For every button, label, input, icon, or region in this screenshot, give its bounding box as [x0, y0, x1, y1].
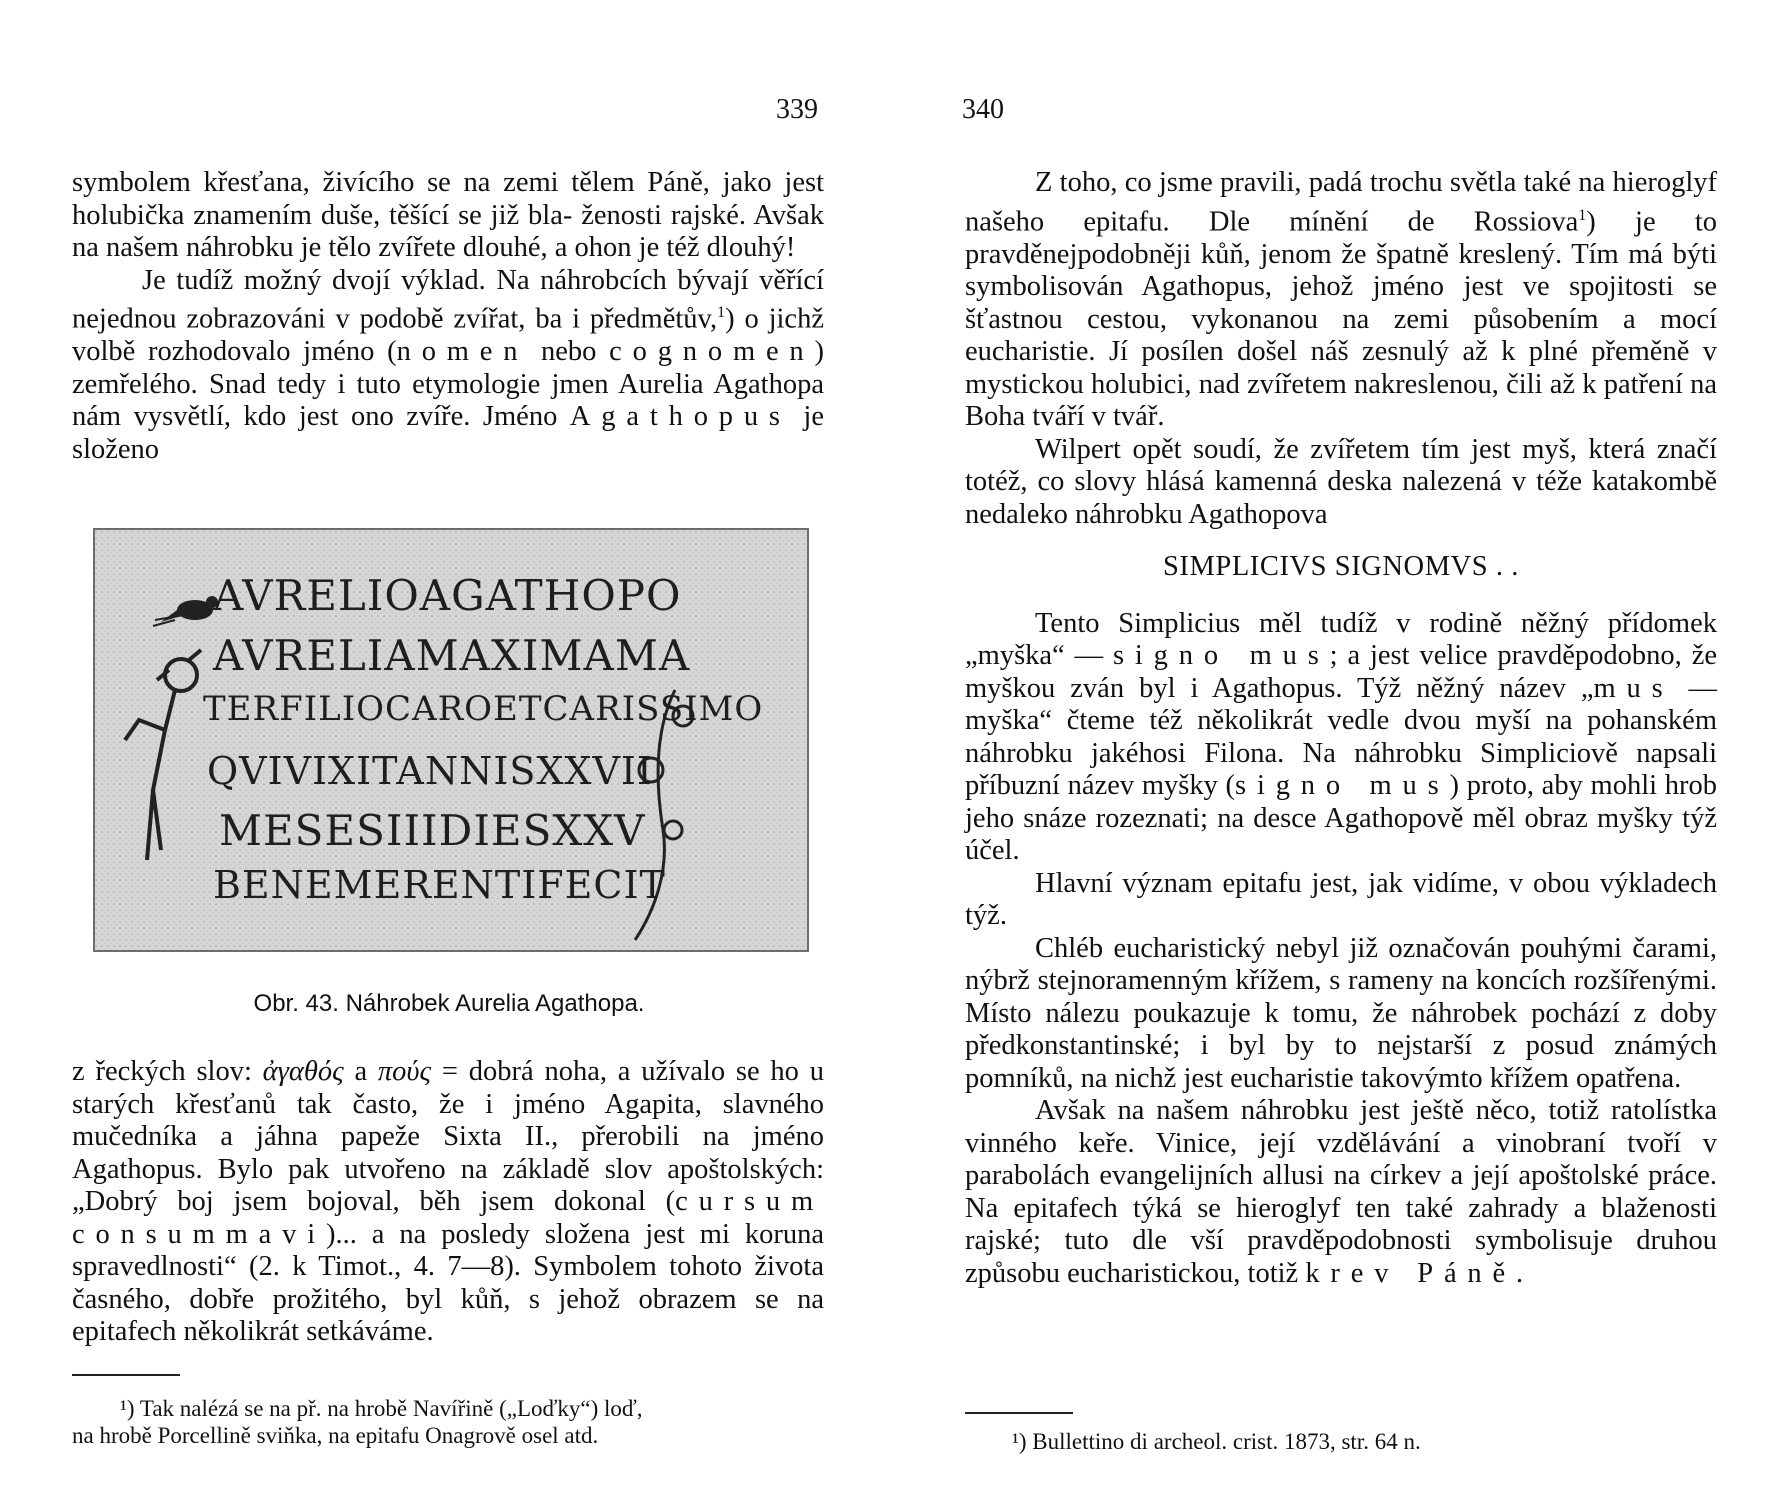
text-run: )... a na posledy složena jest mi koruna spravedlnosti“ (2. k Timot., 4. 7—8). Symbolem tohoto života časného, dobře prožitého, byl kůň, s jehož obrazem se na epitafech několikrát setkáváme.: [72, 1218, 824, 1347]
right-paragraph-1: [965, 167, 1717, 434]
spaced-word: cognomen: [609, 336, 815, 367]
right-paragraph-6: [965, 1095, 1717, 1290]
text-run: ) proto, aby mohli hrob jeho snáze rozeznati; na desce Agathopově měl obraz myšky týž účel.: [965, 770, 1717, 866]
text-line: symbolem křesťana, živícího se na zemi tělem Páně,: [72, 167, 710, 198]
inscription-line: QVIVIXITANNISXXVII: [207, 749, 653, 793]
text-run: a: [343, 1056, 378, 1087]
greek-word: ἀγαθός: [262, 1056, 344, 1087]
left-paragraph-3: [72, 1056, 824, 1349]
left-page-top-text: [72, 167, 824, 466]
left-paragraph-2: [72, 265, 824, 467]
inscription-line: TERFILIOCAROETCARISSIMO: [203, 689, 764, 729]
inscription-line: MESESIIIDIESXXV: [219, 806, 646, 855]
text-run: ; a jest velice pravděpodobno, že myškou zván byl i Agathopus. Týž něžný název „: [965, 640, 1717, 704]
text-run: — myška“ čteme též několikrát vedle dvou myší na pohanském náhrobku jakéhosi Filona. Na náhrobku Simpliciově napsali příbuzní název myšky (: [965, 672, 1717, 801]
text-run: nebo: [528, 336, 610, 367]
inscription-line: AVRELIAMAXIMAMA: [213, 631, 691, 680]
text-run: je složeno: [72, 401, 824, 465]
greek-word: πούς: [377, 1056, 432, 1087]
left-page-bottom-text: [72, 1056, 824, 1349]
left-footnote: [72, 1395, 824, 1449]
right-paragraph-5: Chléb eucharistický nebyl již označován pouhými čarami, nýbrž stejnoramenným křížem, s rameny na koncích rozšířenými. Místo nálezu poukazuje k tomu, že náhrobek pochází z doby předkonstantinské; i byl by to nejstarší z posud známých pomníků, na nichž jest eucharistie takovýmto křížem opatřena.: [965, 932, 1717, 1094]
left-page-number: 339: [776, 94, 818, 125]
text-run: Tento Simplicius měl tudíž v rodině něžný přídomek „myška“ —: [965, 607, 1717, 671]
text-run: Je tudíž možný dvojí výklad. Na náhrobcích bývají věřící nejednou zobrazováni v podobě zvířat, ba i předmětův,: [72, 264, 824, 335]
right-footnote: ¹) Bullettino di archeol. crist. 1873, str. 64 n.: [1012, 1429, 1421, 1454]
footnote-line: na hrobě Porcellině sviňka, na epitafu Onagrově osel atd.: [72, 1423, 599, 1448]
spaced-word: Agathopus: [569, 401, 791, 432]
spaced-word: signo mus: [1235, 770, 1450, 801]
right-paragraph-2: Wilpert opět soudí, že zvířetem tím jest myš, která značí totéž, co slovy hlásá kamenná deska nalezená v téže katakombě nedaleko náhrobku Agathopova: [965, 433, 1717, 530]
text-run: Avšak na našem náhrobku jest ještě něco, totiž ratolístka vinného keře. Vinice, její vzdělávání a vinobraní tvoří v parabolách evangelijních allusi na církev a její apoštolské práce. Na epitafech týká se hieroglyf ten také zahrady a blaženosti rajské; tuto dle vší pravděpodobnosti symbolisuje druhou způsobu eucharistickou, totiž: [965, 1095, 1717, 1289]
text-run: .: [1515, 1257, 1524, 1289]
text-run: ) zemřelého. Snad tedy i tuto etymologie jmen Aurelia Agathopa nám vysvětlí, kdo jest ono zvíře. Jméno: [72, 336, 824, 432]
text-run: ) o jichž volbě rozhodovalo jméno (: [72, 303, 824, 367]
text-run: ) je to pravděnejpodobněji kůň, jenom že špatně kreslený. Tím má býti symbolisován Agathopus, jehož jméno jest ve spojitosti se šťastnou cestou, vykonanou na zemi působením a mocí eucharistie. Jí posílen došel náš zesnulý až k plné přeměně v mystickou holubici, nad zvířetem nakreslenou, čili až k patření na Boha tváří v tvář.: [965, 206, 1717, 432]
text-line: ženosti rajské. Avšak na našem náhrobku je tělo: [72, 199, 824, 263]
text-run: z řeckých slov:: [72, 1056, 263, 1087]
inscription-quote: SIMPLICIVS SIGNOMVS . .: [1163, 551, 1519, 582]
left-paragraph-1: [72, 167, 824, 265]
text-run: = dobrá noha, a užívalo se ho u starých křesťanů tak často, že i jméno Agapita, slavného mučedníka a jáhna papeže Sixta II., přerobili na jméno Agathopus. Bylo pak utvořeno na základě slov apoštolských: „Dobrý boj jsem bojoval, běh jsem dokonal (: [72, 1056, 824, 1217]
footnote-line: ¹) Tak nalézá se na př. na hrobě Navířině („Loďky“) loď,: [120, 1396, 643, 1421]
footnote-divider: [72, 1374, 180, 1376]
text-line: jako jest holubička znamením duše, těšící se již bla-: [72, 167, 824, 231]
spaced-word: nomen: [396, 336, 529, 367]
right-page-number: 340: [962, 94, 1004, 125]
spaced-word: cursum consummavi: [72, 1186, 824, 1250]
figure-caption: Obr. 43. Náhrobek Aurelia Agathopa.: [253, 990, 645, 1017]
footnote-marker: 1: [1578, 206, 1587, 224]
spaced-word: krev Páně: [1305, 1257, 1516, 1289]
right-paragraph-4: Hlavní význam epitafu jest, jak vidíme, v obou výkladech týž.: [965, 867, 1717, 931]
right-paragraph-3: [965, 608, 1717, 868]
text-run: Z toho, co jsme pravili, padá trochu světla také na hieroglyf našeho epitafu. Dle mínění de Rossiova: [965, 167, 1717, 237]
spaced-word: signo mus: [1113, 640, 1330, 671]
tombstone-figure: [93, 528, 809, 952]
footnote-divider: [965, 1412, 1073, 1414]
spaced-word: mus: [1593, 672, 1674, 704]
text-line: zvířete dlouhé, a ohon je též dlouhý!: [378, 232, 796, 263]
inscription-line: AVRELIOAGATHOPO: [213, 571, 682, 620]
right-page-text: [965, 167, 1717, 1290]
inscription-line: BENEMERENTIFECIT: [213, 863, 666, 907]
footnote-marker: 1: [717, 304, 726, 321]
